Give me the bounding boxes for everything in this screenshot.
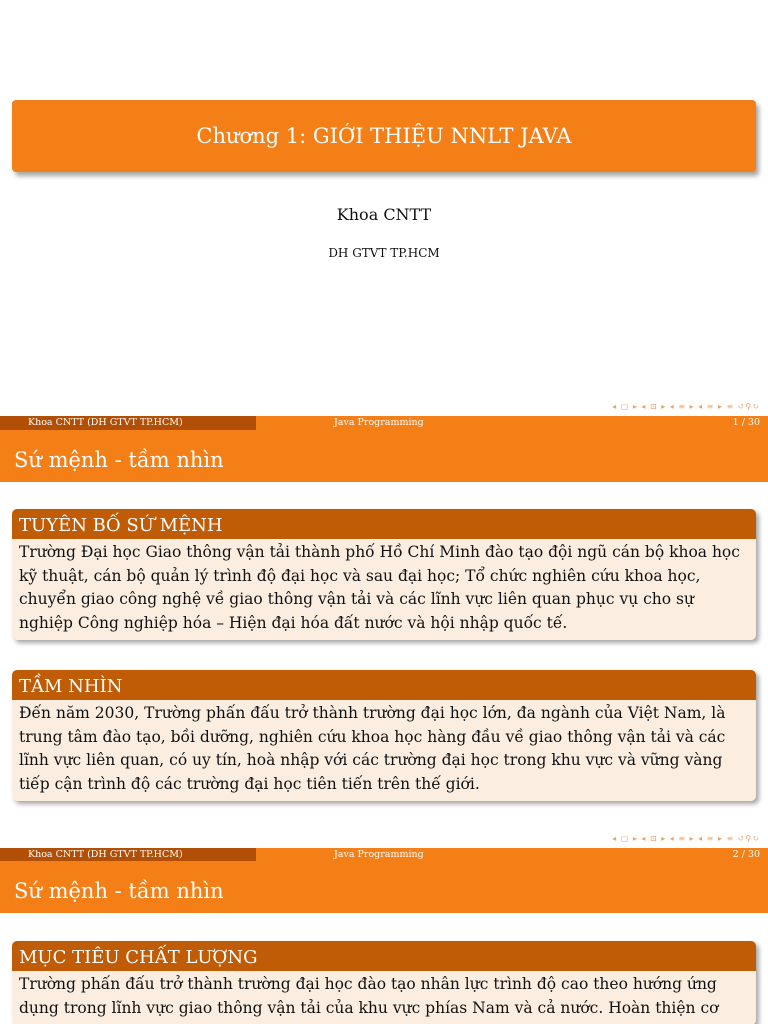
block-title: TẦM NHÌN: [12, 670, 756, 700]
block-body: Đến năm 2030, Trường phấn đấu trở thành trường đại học lớn, đa ngành của Việt Nam, là trung tâm đào tạo, bồi dưỡng, nghiên cứu khoa học hàng đầu về giao thông vận tải và các lĩnh vực liên quan, có uy tín, hoà nhập với các trường đại học trong khu vực và vững vàng tiếp cận trình độ các trường đại học tiên tiến trên thế giới.: [19, 704, 726, 793]
slide-footer: [0, 416, 768, 430]
quality-objective-block: [12, 941, 756, 1024]
block-body: Trường phấn đấu trở thành trường đại học đào tạo nhân lực trình độ cao theo hướng ứng dụng trong lĩnh vực giao thông vận tải của khu vực phías Nam và cả nước. Hoàn thiện cơ: [19, 975, 719, 1017]
block-title: MỤC TIÊU CHẤT LƯỢNG: [12, 941, 756, 971]
beamer-navigation-icons[interactable]: ◂ ▢ ▸ ◂ ⊡ ▸ ◂ ≡ ▸ ◂ ≡ ▸ ≡ ↺⚲↻: [612, 834, 760, 843]
footer-course: Java Programming: [256, 416, 512, 430]
slide-title-box: [12, 100, 756, 172]
institute: DH GTVT TP.HCM: [328, 246, 440, 260]
presentation-title: Chương 1: GIỚI THIỆU NNLT JAVA: [196, 124, 572, 148]
footer-page-number: 2 / 30: [512, 848, 768, 861]
vision-block: [12, 670, 756, 801]
frame-title: Sứ mệnh - tầm nhìn: [0, 430, 768, 482]
footer-course: Java Programming: [256, 848, 512, 861]
beamer-navigation-icons[interactable]: ◂ ▢ ▸ ◂ ⊡ ▸ ◂ ≡ ▸ ◂ ≡ ▸ ≡ ↺⚲↻: [612, 402, 760, 411]
author: Khoa CNTT: [336, 205, 432, 224]
frame-title: Sứ mệnh - tầm nhìn: [0, 861, 768, 913]
slide-3: [0, 861, 768, 1024]
slide-2: [0, 430, 768, 861]
slide-footer: [0, 848, 768, 861]
slide-1: [0, 0, 768, 430]
footer-author: Khoa CNTT (DH GTVT TP.HCM): [0, 416, 256, 430]
mission-block: [12, 509, 756, 640]
block-title: TUYÊN BỐ SỨ MỆNH: [12, 509, 756, 539]
footer-page-number: 1 / 30: [512, 416, 768, 430]
footer-author: Khoa CNTT (DH GTVT TP.HCM): [0, 848, 256, 861]
block-body: Trường Đại học Giao thông vận tải thành phố Hồ Chí Minh đào tạo đội ngũ cán bộ khoa học kỹ thuật, cán bộ quản lý trình độ đại học và sau đại học; Tổ chức nghiên cứu khoa học, chuyển giao công nghệ về giao thông vận tải và các lĩnh vực liên quan phục vụ cho sự nghiệp Công nghiệp hóa – Hiện đại hóa đất nước và hội nhập quốc tế.: [19, 543, 740, 632]
